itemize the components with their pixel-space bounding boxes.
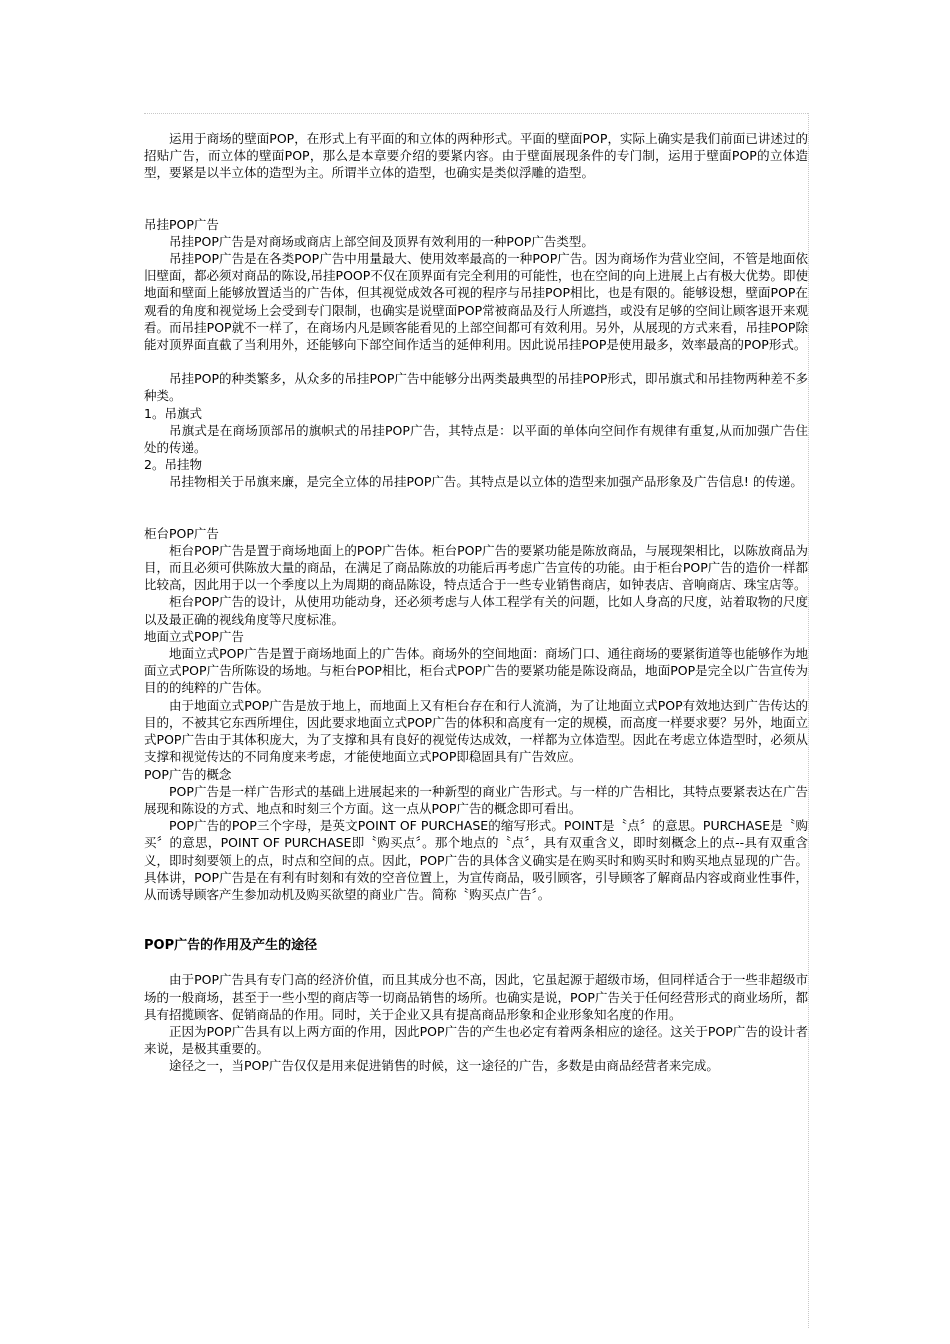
paragraph-hanging-object: 吊挂物相关于吊旗来廉，是完全立体的吊挂POP广告。其特点是以立体的造型来加强产品形象及广告信息! 的传递。 xyxy=(169,474,803,490)
paragraph-role-paths: 正因为POP广告具有以上两方面的作用，因此POP广告的产生也必定有着两条相应的途径。这关于POP广告的设计者来说，是极其重要的。 xyxy=(144,1023,808,1057)
paragraph-hanging-usage: 吊挂POP广告是在各类POP广告中用量最大、使用效率最高的一种POP广告。因为商场作为营业空间，不管是地面依旧壁面，都必须对商品的陈设,吊挂POOP不仅在顶界面有完全利用的可能性，也在空间的向上进展上占有极大优势。即使地面和壁面上能够放置适当的广告体，但其视觉成效各可视的程序与吊挂POP相比，也是有限的。能够设想，壁面POP在观看的角度和视觉场上会受到专门限制，也确实是说壁面POP常被商品及行人所遮挡，或没有足够的空间让顾客退开来观看。而吊挂POP就不一样了，在商场内凡是顾客能看见的上部空间都可有效利用。另外，从展现的方式来看，吊挂POP除能对顶界面直截了当利用外，还能够向下部空间作适当的延伸利用。因此说吊挂POP是使用最多，效率最高的POP形式。 xyxy=(144,251,808,353)
paragraph-concept-meaning: POP广告的POP三个字母，是英文POINT OF PURCHASE的缩写形式。POINT是〝点〞的意思。PURCHASE是〝购买〞的意思，POINT OF PURCHASE即〝购买点〞。那个地点的〝点〞，具有双重含义，即时刻概念上的点--具有双重含义，即时刻要领上的点，时点和空间的点。因此，POP广告的具体含义确实是在购买时和购买时和购买地点显现的广告。具体讲，POP广告是在有利有时刻和有效的空音位置上，为宣传商品，吸引顾客，引导顾客了解商品内容或商业性事件，从而诱导顾客产生参加动机及购买欲望的商业广告。简称〝购买点广告〞。 xyxy=(144,818,808,902)
paragraph-concept-intro: POP广告是一样广告形式的基础上进展起来的一种新型的商业广告形式。与一样的广告相比，其特点要紧表达在广告展现和陈设的方式、地点和时刻三个方面。这一点从POP广告的概念即可看出。 xyxy=(144,783,808,816)
paragraph-counter-design: 柜台POP广告的设计，从使用功能动身，还必须考虑与人体工程学有关的问题，比如人身高的尺度，站着取物的尺度以及最正确的视线角度等尺度标准。 xyxy=(144,594,808,627)
section-title-hanging-pop: 吊挂POP广告 xyxy=(144,216,219,232)
paragraph-path-one: 途径之一，当POP广告仅仅是用来促进销售的时候，这一途径的广告，多数是由商品经营者来完成。 xyxy=(169,1058,719,1074)
paragraph-role-value: 由于POP广告具有专门高的经济价值，而且其成分也不高，因此，它虽起源于超级市场，但同样适合于一些非超级市场的一般商场，甚至于一些小型的商店等一切商品销售的场所。也确实是说，POP广告关于任何经营形式的商业场所，都具有招揽顾客、促销商品的作用。同时，关于企业又具有提高商品形象和企业形象知名度的作用。 xyxy=(144,972,808,1022)
section-title-pop-concept: POP广告的概念 xyxy=(144,766,232,782)
paragraph-floor-definition: 地面立式POP广告是置于商场地面上的广告体。商场外的空间地面：商场门口、通往商场的要紧街道等也能够作为地面立式POP广告所陈设的场地。与柜台POP相比，柜台式POP广告的要紧功能是陈设商品，地面POP是完全以广告宣传为目的的纯粹的广告体。 xyxy=(144,646,808,696)
section-heading-pop-role: POP广告的作用及产生的途径 xyxy=(144,938,318,954)
document-body xyxy=(144,130,808,1075)
document-page xyxy=(144,113,808,1328)
paragraph-flag-style: 吊旗式是在商场顶部吊的旗帜式的吊挂POP广告，其特点是：以平面的单体向空间作有规律有重复,从而加强广告住处的传递。 xyxy=(144,422,808,456)
list-item-flag-style: 1。吊旗式 xyxy=(144,405,202,421)
section-title-floor-pop: 地面立式POP广告 xyxy=(144,628,244,644)
paragraph-hanging-definition: 吊挂POP广告是对商场或商店上部空间及顶界有效利用的一种POP广告类型。 xyxy=(169,233,594,249)
section-title-counter-pop: 柜台POP广告 xyxy=(144,525,219,541)
page-margin-guide-top xyxy=(144,113,808,114)
paragraph-wall-pop: 运用于商场的壁面POP，在形式上有平面的和立体的两种形式。平面的壁面POP，实际上确实是我们前面已讲述过的招贴广告，而立体的壁面POP，那么是本章要介绍的要紧内容。由于壁面展现条件的专门制，运用于壁面POP的立体造型，要紧是以半立体的造型为主。所谓半立体的造型，也确实是类似浮雕的造型。 xyxy=(144,131,808,181)
page-margin-guide-right xyxy=(808,113,809,1328)
paragraph-floor-design: 由于地面立式POP广告是放于地上，而地面上又有柜台存在和行人流淌，为了让地面立式POP有效地达到广告传达的目的，不被其它东西所埋住，因此要求地面立式POP广告的体积和高度有一定的规模，而高度一样要求要？另外，地面立式POP广告由于其体积庞大，为了支撑和具有良好的视觉传达成效，一样都为立体造型。因此在考虑立体造型时，必须从支撑和视觉传达的不同角度来考虑，才能使地面立式POP即稳固具有广告效应。 xyxy=(144,697,808,765)
paragraph-hanging-types: 吊挂POP的种类繁多，从众多的吊挂POP广告中能够分出两类最典型的吊挂POP形式，即吊旗式和吊挂物两种差不多种类。 xyxy=(144,371,808,404)
list-item-hanging-object: 2。吊挂物 xyxy=(144,457,202,473)
paragraph-counter-function: 柜台POP广告是置于商场地面上的POP广告体。柜台POP广告的要紧功能是陈放商品，与展现架相比，以陈放商品为目，而且必须可供陈放大量的商品，在满足了商品陈放的功能后再考虑广告宣传的功能。由于柜台POP广告的造价一样都比较高，因此用于以一个季度以上为周期的商品陈设，特点适合于一些专业销售商店，如钟表店、音响商店、珠宝店等。 xyxy=(144,542,808,593)
